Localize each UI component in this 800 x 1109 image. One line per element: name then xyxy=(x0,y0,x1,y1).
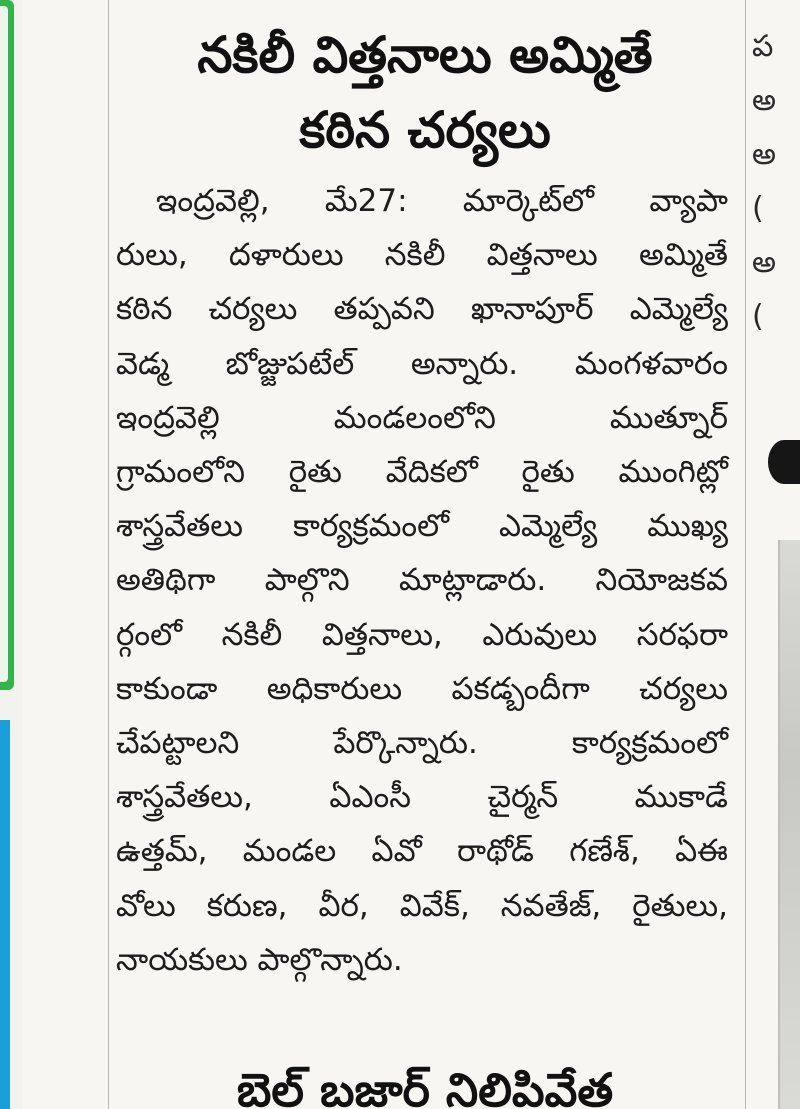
news-article xyxy=(110,18,740,987)
body-line: చేపట్టాలని పేర్కొన్నారు. కార్యక్రమంలో xyxy=(116,725,728,762)
body-line: అతిథిగా పాల్గొని మాట్లాడారు. నియోజకవ xyxy=(116,562,728,599)
cropped-photo xyxy=(778,540,800,1109)
body-line: ఉత్తమ్, మండల ఏవో రాథోడ్ గణేశ్, ఏఈ xyxy=(116,833,728,870)
body-line: ఇంద్రవెల్లి మండలంలోని ముత్నూర్ xyxy=(116,399,728,436)
left-column-edge xyxy=(0,0,22,1109)
article-body xyxy=(110,174,740,987)
body-line: వోలు కరుణ, వీర, వివేక్, నవతేజ్, రైతులు, xyxy=(116,887,728,924)
column-rule-right xyxy=(745,0,746,1109)
cropped-top-text xyxy=(118,0,318,6)
body-line: నాయకులు పాల్గొన్నారు. xyxy=(116,941,403,978)
right-fragment: అ xyxy=(752,83,776,118)
cropped-heading-glyph xyxy=(768,440,800,484)
body-line: కాకుండా అధికారులు పకడ్బందీగా చర్యలు xyxy=(116,670,728,707)
body-line: గ్రామంలోని రైతు వేదికలో రైతు ముంగిట్లో xyxy=(116,454,728,491)
headline-line-1: నకిలీ విత్తనాలు అమ్మితే xyxy=(197,26,653,84)
body-line: ఇంద్రవెల్లి, మే27: మార్కెట్‌లో వ్యాపా xyxy=(156,183,728,219)
right-fragment: ( xyxy=(752,191,764,226)
cropped-right-column xyxy=(752,20,800,344)
right-fragment: ప xyxy=(752,29,774,64)
body-line: కఠిన చర్యలు తప్పవని ఖానాపూర్ ఎమ్మెల్యే xyxy=(116,291,728,328)
blue-border-strip xyxy=(0,720,10,1109)
right-fragment: అ xyxy=(752,137,776,172)
body-line: శాస్త్రవేతలు కార్యక్రమంలో ఎమ్మెల్యే ముఖ్య xyxy=(116,508,728,545)
right-fragment: అ xyxy=(752,245,776,280)
headline-line-2: కఠిన చర్యలు xyxy=(299,101,551,159)
right-fragment: ( xyxy=(752,299,764,334)
article-headline xyxy=(110,18,740,168)
body-line: వెడ్మ బోజ్జుపటేల్ అన్నారు. మంగళవారం xyxy=(116,345,728,382)
body-line: శాస్త్రవేతలు, ఏఎంసీ చైర్మన్ ముకాడే xyxy=(116,779,728,816)
green-border-strip xyxy=(0,0,14,690)
next-article-headline: బెల్ బజార్ నిలిపివేత xyxy=(236,1063,614,1109)
column-rule-left xyxy=(108,0,109,1109)
body-line: రులు, దళారులు నకిలీ విత్తనాలు అమ్మితే xyxy=(116,237,728,274)
body-line: ర్గంలో నకిలీ విత్తనాలు, ఎరువులు సరఫరా xyxy=(116,616,728,653)
